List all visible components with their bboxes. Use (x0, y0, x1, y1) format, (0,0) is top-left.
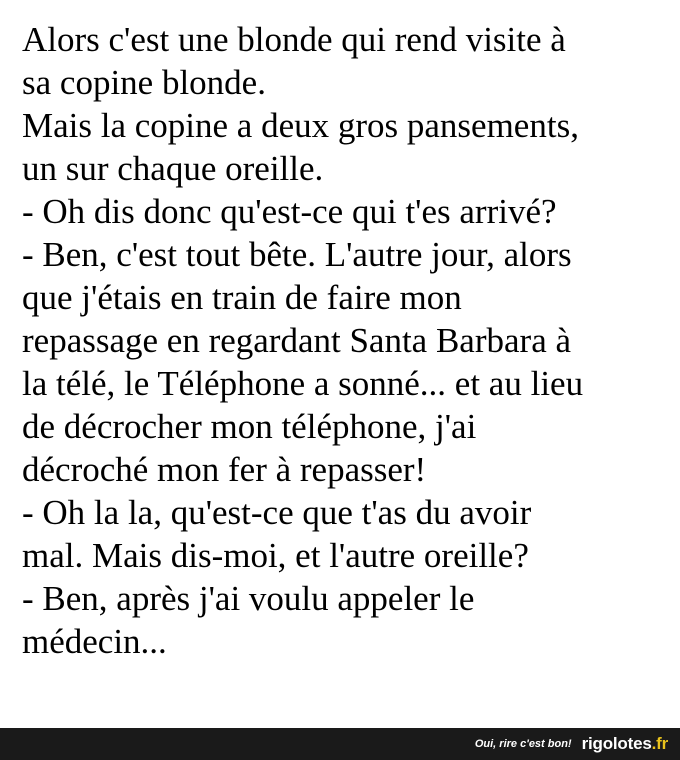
joke-line: - Ben, après j'ai voulu appeler le (22, 579, 475, 618)
joke-line: Mais la copine a deux gros pansements, (22, 106, 579, 145)
joke-line: repassage en regardant Santa Barbara à (22, 321, 572, 360)
joke-line: la télé, le Téléphone a sonné... et au lieu (22, 364, 584, 403)
site-logo-name: rigolotes (581, 734, 652, 753)
joke-text (22, 18, 672, 663)
site-logo-tld: .fr (651, 734, 668, 753)
joke-line: médecin... (22, 622, 167, 661)
footer-branding (475, 728, 668, 760)
footer-tagline: Oui, rire c'est bon! (474, 738, 572, 750)
joke-line: - Oh la la, qu'est-ce que t'as du avoir (22, 493, 532, 532)
joke-line: - Ben, c'est tout bête. L'autre jour, alors (22, 235, 572, 274)
joke-line: décroché mon fer à repasser! (22, 450, 427, 489)
joke-line: mal. Mais dis-moi, et l'autre oreille? (22, 536, 529, 575)
joke-line: Alors c'est une blonde qui rend visite à (22, 20, 566, 59)
site-logo[interactable] (582, 734, 668, 754)
joke-line: un sur chaque oreille. (22, 149, 324, 188)
joke-line: que j'étais en train de faire mon (22, 278, 462, 317)
joke-line: - Oh dis donc qu'est-ce qui t'es arrivé? (22, 192, 557, 231)
footer-bar (0, 728, 680, 760)
joke-line: de décrocher mon téléphone, j'ai (22, 407, 477, 446)
joke-line: sa copine blonde. (22, 63, 266, 102)
